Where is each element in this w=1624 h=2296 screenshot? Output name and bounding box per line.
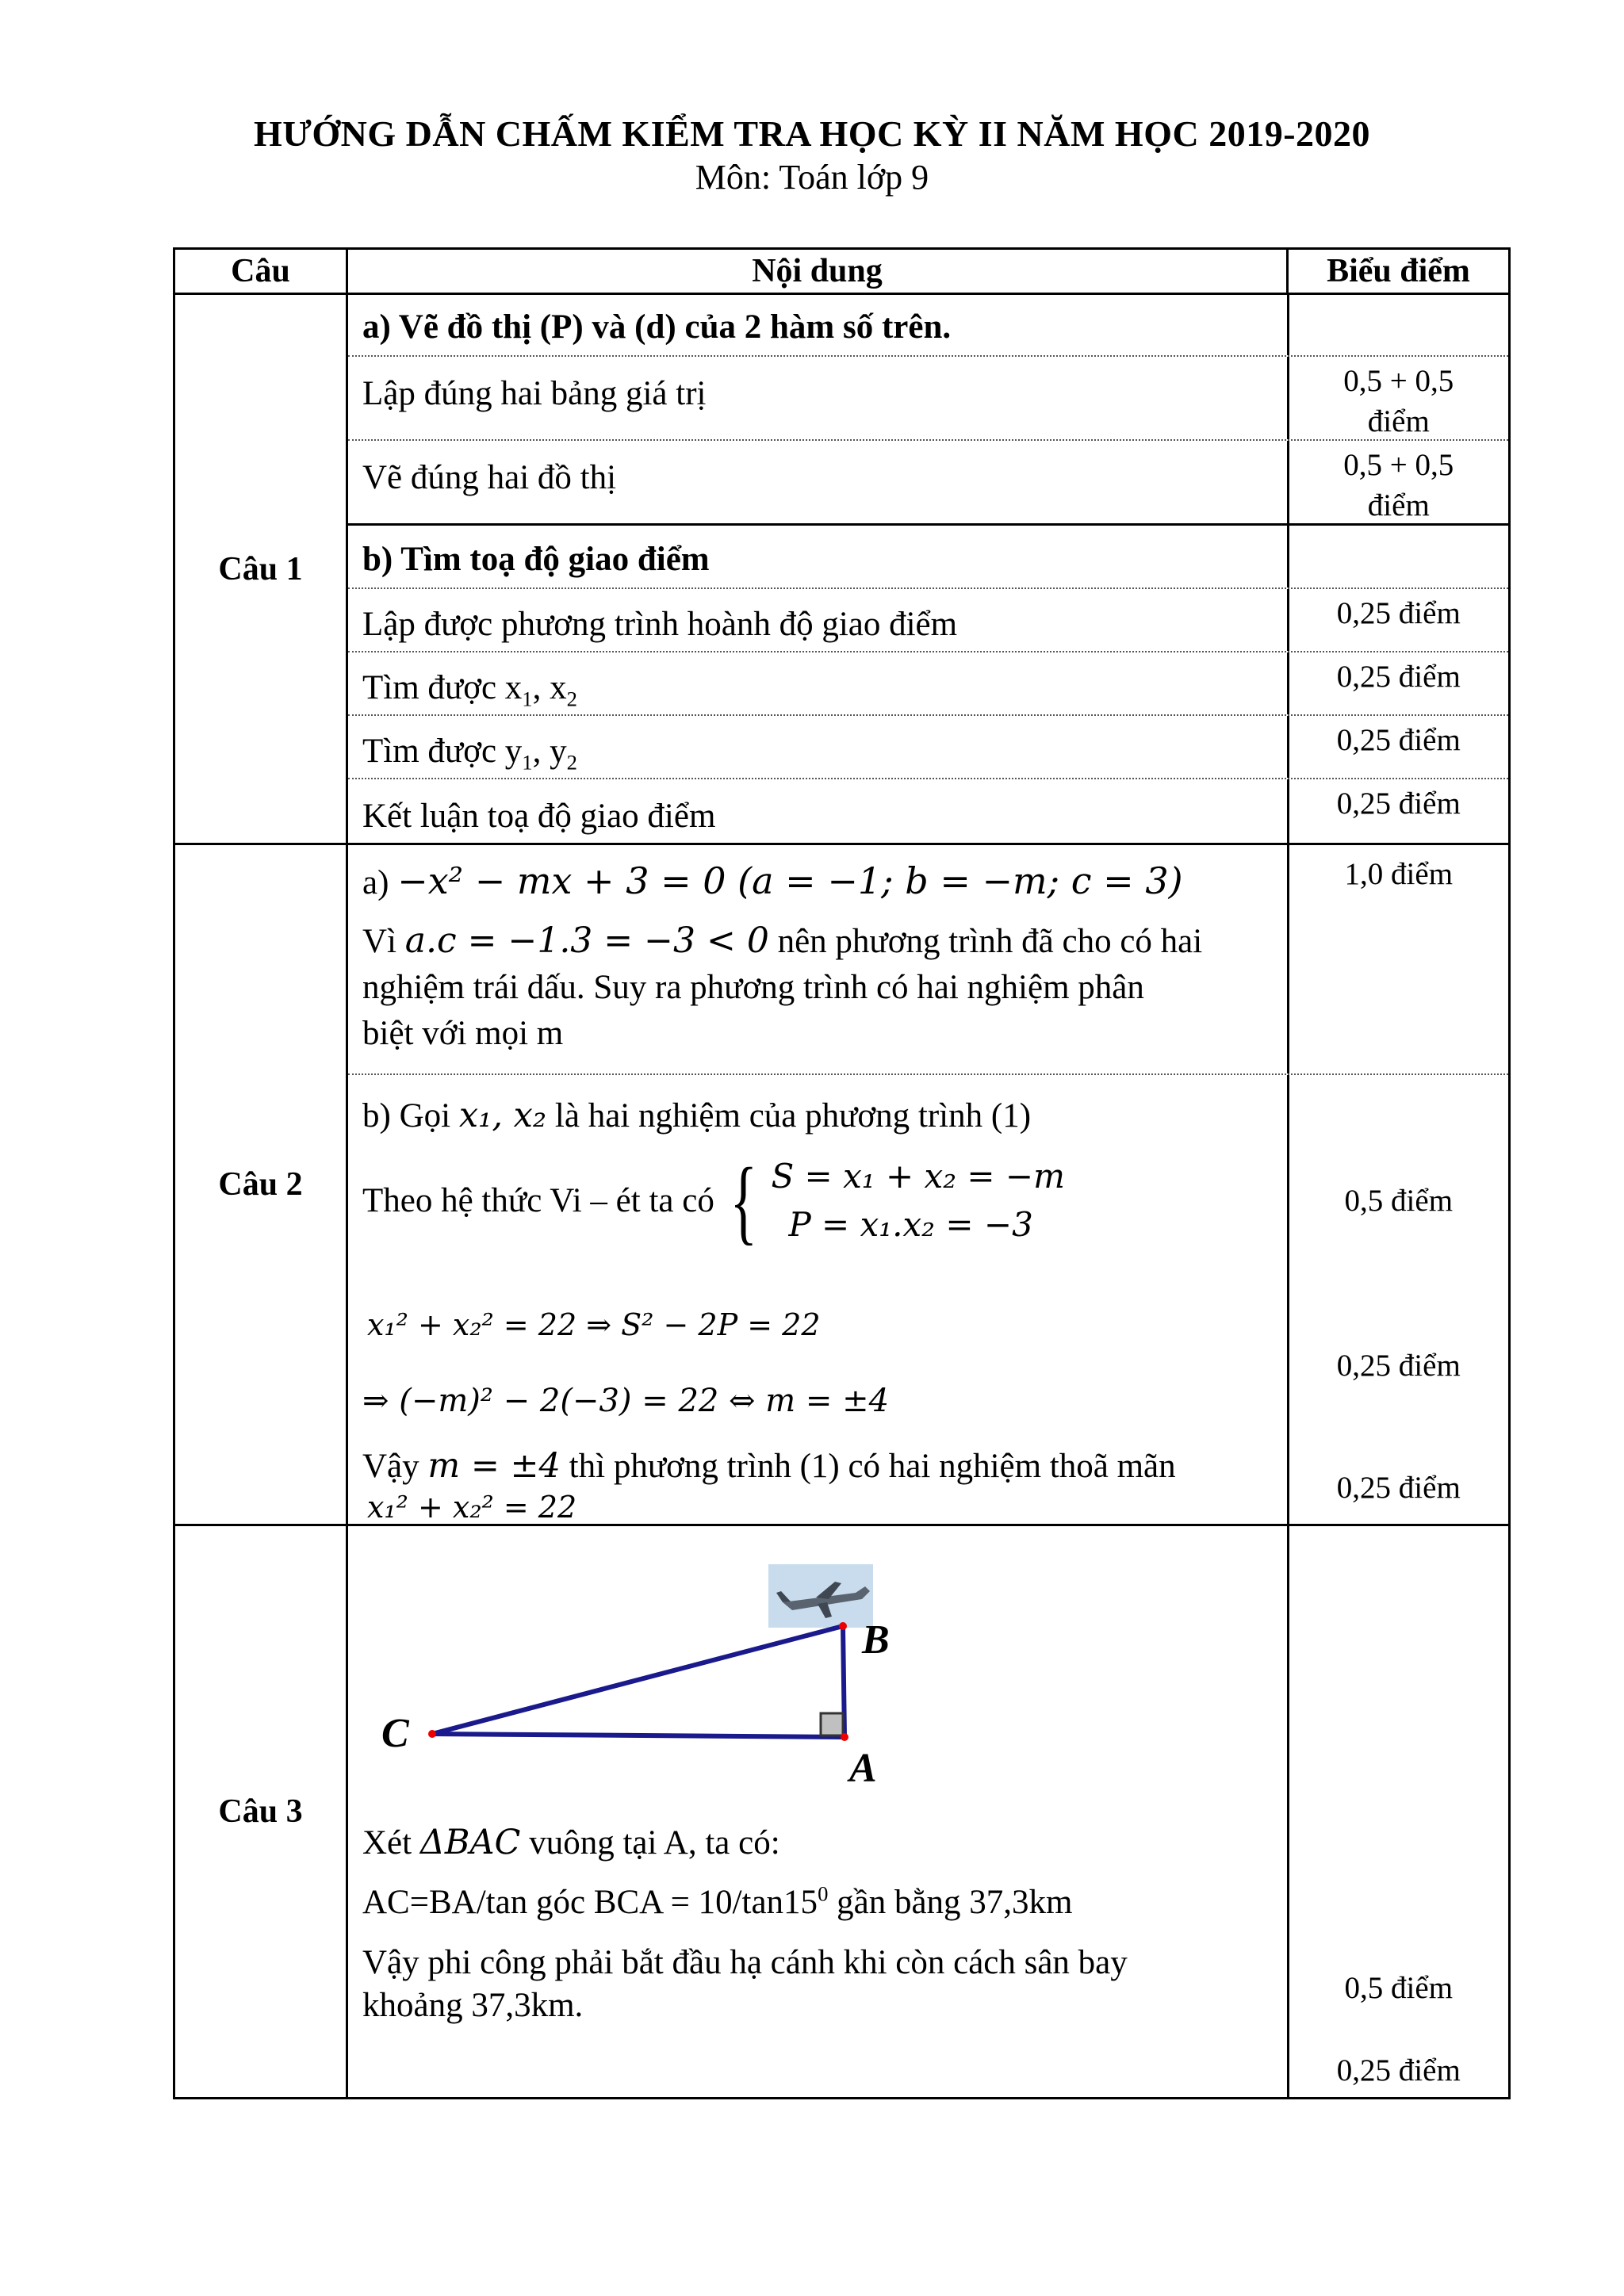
cau3-calc-line: [362, 1880, 1073, 1926]
score-line: 0,5 + 0,5: [1343, 448, 1454, 482]
cau3-body: [348, 1526, 1508, 2097]
cau1-a-heading-row: [348, 295, 1508, 357]
cau2-label: Câu 2: [174, 844, 347, 1525]
cau1-b-row-3-score: 0,25 điểm: [1287, 716, 1508, 778]
cau2-content: [347, 844, 1510, 1525]
cau1-b-row-3-text: [348, 716, 1287, 778]
cau3-xet-text: vuông tại A, ta có:: [529, 1824, 780, 1862]
cau2-b-m-value: m = ±4: [427, 1446, 561, 1486]
cau2-b-score-1: 0,5 điểm: [1344, 1184, 1454, 1218]
cau3-calc-sup: 0: [818, 1881, 829, 1906]
cau2-b-system-equations: [771, 1153, 1065, 1249]
subscript: 2: [566, 687, 577, 711]
triangle-diagram: [348, 1526, 1289, 1791]
cau1-a-row-2-score: [1287, 441, 1508, 523]
cau2-b-viet-line: [362, 1147, 1065, 1253]
cau3-calc-b: gần bằng 37,3km: [828, 1884, 1073, 1921]
cau1-b-row-2-score: 0,25 điểm: [1287, 652, 1508, 714]
right-angle-mark: [821, 1713, 843, 1735]
cau3-conclusion-1: Vậy phi công phải bắt đầu hạ cánh khi còn cách sân bay: [362, 1944, 1128, 1981]
cau2-b-conclusion: [362, 1443, 1176, 1490]
cau2-b-viet-text: Theo hệ thức Vi – ét ta có: [362, 1181, 714, 1219]
subscript: 2: [566, 750, 577, 775]
cau2-b-eq-2: ⇒ (−m)² − 2(−3) = 22 ⇔ m = ±4: [362, 1383, 890, 1419]
text-part: Tìm được y: [362, 733, 523, 770]
cau3-calc-a: AC=BA/tan góc BCA = 10/tan15: [362, 1884, 818, 1921]
cau1-b-row-4-text: Kết luận toạ độ giao điểm: [362, 798, 716, 835]
cau2-a-text-1: nên phương trình đã cho có hai: [777, 923, 1203, 961]
airplane-icon: [768, 1564, 873, 1628]
cau3-score-cell: [1287, 1526, 1508, 2097]
cau1-b-row-1-text: Lập được phương trình hoành độ giao điểm: [362, 606, 958, 643]
cau1-b-heading-score: [1287, 526, 1508, 587]
label-a: A: [849, 1746, 877, 1791]
label-c: C: [381, 1711, 409, 1756]
header-noi-dung: Nội dung: [347, 249, 1288, 294]
cau1-a-heading-score: [1287, 295, 1508, 355]
cau2-a-text: [348, 845, 1287, 1073]
cau2-a-score-cell: [1287, 845, 1508, 1073]
cau2-b-score-2: 0,25 điểm: [1336, 1349, 1461, 1383]
cau2-b-eq-1: x₁² + x₂² = 22 ⇒ S² − 2P = 22: [367, 1307, 821, 1342]
cau1-b-row-4: [348, 779, 1508, 843]
cau3-xet-line: [362, 1820, 780, 1866]
cau3-score-1: 0,5 điểm: [1344, 1971, 1454, 2005]
cau1-b-row-3: [348, 716, 1508, 779]
cau1-a-heading: a) Vẽ đồ thị (P) và (d) của 2 hàm số trên.: [362, 308, 952, 346]
text-part: , x: [532, 669, 567, 706]
cau1-b-row-2: [348, 652, 1508, 716]
cau3-text: [348, 1526, 1287, 2097]
cau1-a-row-1-text: Lập đúng hai bảng giá trị: [362, 375, 707, 412]
cau1-a-row-1-score: [1287, 357, 1508, 439]
document-title: HƯỚNG DẪN CHẤM KIỂM TRA HỌC KỲ II NĂM HỌC 2019-2020: [253, 113, 1371, 154]
subscript: 1: [522, 687, 533, 711]
point-a: [841, 1733, 848, 1741]
table-row-cau3: [174, 1525, 1510, 2099]
cau2-b-goi: b) Gọi: [362, 1097, 451, 1135]
cau1-label: Câu 1: [174, 294, 347, 844]
cau1-b-row-2-text: [348, 652, 1287, 714]
cau3-triangle: ΔBAC: [419, 1823, 521, 1862]
label-b: B: [862, 1617, 890, 1663]
cau2-b-roots-text: là hai nghiệm của phương trình (1): [554, 1097, 1032, 1135]
cau3-xet: Xét: [362, 1824, 412, 1862]
brace-symbol: {: [730, 1147, 757, 1253]
cau2-b-system: [721, 1147, 1065, 1253]
point-b: [839, 1622, 847, 1630]
cau1-a-row-2: [348, 441, 1508, 526]
table-header-row: [174, 249, 1510, 294]
score-line: 0,5 + 0,5: [1343, 364, 1454, 398]
cau2-b-score-cell: [1287, 1075, 1508, 1524]
subscript: 1: [522, 750, 533, 775]
cau2-a-text-3: biệt với mọi m: [362, 1015, 564, 1053]
cau2-a-equation-line: [362, 856, 1273, 906]
segment-cb: [432, 1626, 843, 1734]
cau1-b-row-1-score: 0,25 điểm: [1287, 589, 1508, 651]
cau3-content: [347, 1525, 1510, 2099]
cau1-b-row-1: [348, 589, 1508, 652]
cau2-a-product: a.c = −1.3 = −3 < 0: [404, 920, 769, 962]
cau1-b-heading-row: [348, 526, 1508, 589]
cau1-content: [347, 294, 1510, 844]
cau2-a-equation: −x² − mx + 3 = 0 (a = −1; b = −m; c = 3): [397, 859, 1183, 902]
cau2-part-b: [348, 1075, 1508, 1524]
document-subtitle: Môn: Toán lớp 9: [695, 158, 929, 197]
header-cau: Câu: [174, 249, 347, 294]
cau1-b-row-4-score: 0,25 điểm: [1287, 779, 1508, 843]
cau3-score-2: 0,25 điểm: [1336, 2053, 1461, 2087]
header-bieu-diem: Biểu điểm: [1288, 249, 1510, 294]
grading-table: [173, 247, 1511, 2099]
point-c: [428, 1730, 436, 1738]
cau2-b-conclusion-eq: x₁² + x₂² = 22: [367, 1490, 577, 1525]
score-line: điểm: [1367, 404, 1430, 438]
cau2-b-roots: x₁, x₂: [458, 1096, 547, 1135]
text-part: , y: [532, 733, 567, 770]
cau3-conclusion-2: khoảng 37,3km.: [362, 1987, 584, 2024]
cau3-label: Câu 3: [174, 1525, 347, 2099]
text-part: Tìm được x: [362, 669, 523, 706]
cau1-b-heading: b) Tìm toạ độ giao điểm: [362, 541, 710, 578]
cau2-a-vi: Vì: [362, 923, 396, 961]
cau2-b-sys-2: P = x₁.x₂ = −3: [788, 1204, 1033, 1244]
table-row-cau1: [174, 294, 1510, 844]
cau2-b-vay: Vậy: [362, 1448, 419, 1485]
segment-ca: [432, 1734, 845, 1737]
cau2-b-sys-1: S = x₁ + x₂ = −m: [771, 1157, 1065, 1196]
cau2-a-reason-line: [362, 917, 1273, 965]
cau2-b-line-1: [362, 1093, 1031, 1139]
cau2-a-prefix: a): [362, 864, 389, 901]
cau2-part-a: [348, 845, 1508, 1075]
cau1-a-row-2-text: Vẽ đúng hai đồ thị: [362, 459, 617, 496]
table-row-cau2: [174, 844, 1510, 1525]
score-line: điểm: [1367, 488, 1430, 522]
cau1-a-row-1: [348, 357, 1508, 441]
cau2-b-conclusion-text: thì phương trình (1) có hai nghiệm thoã mãn: [569, 1448, 1176, 1485]
cau2-a-score: 1,0 điểm: [1344, 857, 1454, 891]
cau2-a-text-2: nghiệm trái dấu. Suy ra phương trình có hai nghiệm phân: [362, 969, 1144, 1007]
cau2-b-text: [348, 1075, 1287, 1524]
cau2-b-score-3: 0,25 điểm: [1336, 1471, 1461, 1505]
